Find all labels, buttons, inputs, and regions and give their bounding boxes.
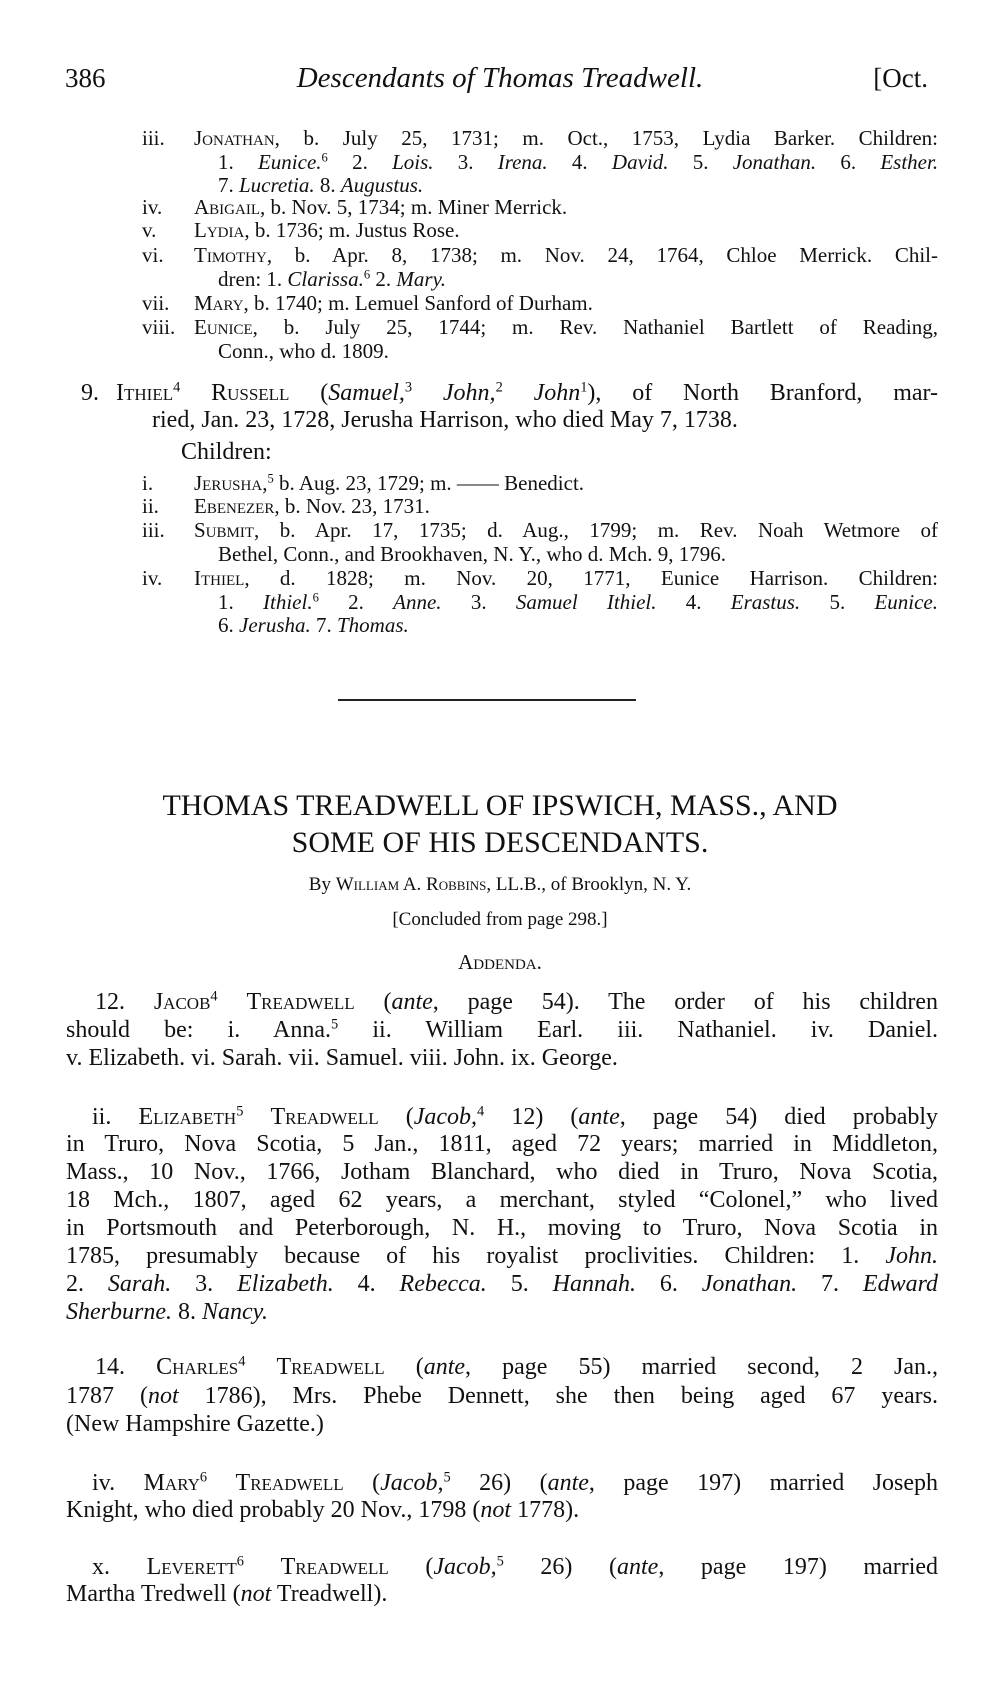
italic-text: ante (547, 1470, 589, 1496)
text-run: 1786), Mrs. Phebe Dennett, she then being aged 67 years. (178, 1383, 938, 1409)
text-run (243, 1104, 270, 1130)
superscript: 6 (363, 267, 371, 282)
list-numeral: vi. (142, 243, 164, 267)
italic-text: Eunice. (257, 150, 322, 174)
paragraph-line (92, 1554, 938, 1580)
text-run: ( (384, 1354, 424, 1380)
superscript: 5 (443, 1469, 451, 1486)
text-run (207, 1470, 235, 1496)
section-divider (338, 699, 636, 701)
paragraph-line (66, 1271, 938, 1297)
text-run: , b. 1740; m. Lemuel Sanford of Durham. (243, 291, 593, 315)
text-run: , page 54) died probably (619, 1104, 939, 1130)
article-title-line: THOMAS TREADWELL OF IPSWICH, MASS., AND (162, 789, 838, 822)
list-line (218, 612, 938, 638)
list-line (218, 338, 938, 364)
text-run: , b. July 25, 1744; m. Rev. Nathaniel Bartlett of Reading, (252, 315, 938, 339)
text-run: 7. (797, 1271, 863, 1297)
text-run: 4. (547, 150, 612, 174)
section-line (152, 407, 938, 433)
text-run (218, 989, 247, 1015)
text-run: 1787 ( (66, 1383, 148, 1409)
italic-text: Augustus. (340, 173, 424, 197)
list-line (218, 266, 938, 292)
list-numeral: viii. (142, 315, 176, 339)
text-run: Bethel, Conn., and Brookhaven, N. Y., who d. Mch. 9, 1796. (218, 542, 727, 566)
list-numeral: v. (142, 218, 157, 242)
small-caps-name: Lydia (194, 218, 245, 242)
italic-text: Samuel, (328, 380, 405, 406)
article-byline (0, 873, 1000, 897)
italic-text: not (240, 1581, 272, 1607)
text-run: 7. (218, 173, 239, 197)
text-run: ( (343, 1470, 381, 1496)
italic-text: Nancy. (201, 1299, 268, 1325)
text-run: 6. (218, 613, 239, 637)
text-run: 4. (656, 590, 731, 614)
text-run (180, 380, 211, 406)
text-run: iv. (92, 1470, 144, 1496)
list-line (218, 541, 938, 567)
running-month: [Oct. (873, 63, 928, 93)
text-run: ), of North Branford, mar- (587, 380, 939, 406)
text-run: , page 197) married Joseph (588, 1470, 939, 1496)
paragraph-line (66, 1299, 938, 1325)
superscript: 3 (404, 379, 413, 396)
text-run: in Portsmouth and Peterborough, N. H., moving to Truro, Nova Scotia in (66, 1215, 938, 1241)
list-line (194, 314, 938, 340)
italic-text: Esther. (880, 150, 939, 174)
italic-text: Eunice. (874, 590, 939, 614)
superscript: 1 (580, 379, 588, 396)
text-run (244, 1554, 281, 1580)
paragraph-line (66, 1045, 938, 1071)
small-caps-name: Jerusha (194, 471, 263, 495)
text-run: 4. (333, 1271, 400, 1297)
italic-text: ante (617, 1554, 659, 1580)
small-caps-name: Timothy (194, 243, 267, 267)
small-caps-name: Jonathan (194, 126, 275, 150)
section-number: 9. (81, 380, 99, 406)
italic-text: Anne. (393, 590, 442, 614)
text-run: 1778). (511, 1497, 580, 1523)
list-numeral: ii. (142, 494, 159, 518)
text-run: , of Brooklyn, N. Y. (541, 874, 692, 895)
small-caps-name: Charles (156, 1354, 239, 1380)
superscript: 6 (321, 150, 328, 165)
paragraph-line (66, 1243, 938, 1269)
text-run: , (262, 471, 268, 495)
superscript: 6 (199, 1469, 208, 1486)
superscript: 5 (331, 1016, 339, 1033)
text-run: 8. (171, 1299, 202, 1325)
italic-text: not (480, 1497, 512, 1523)
text-run (503, 380, 534, 406)
small-caps-name: Eunice (194, 315, 253, 339)
text-run: 5. (800, 590, 875, 614)
italic-text: ante (391, 989, 433, 1015)
paragraph-line (66, 1017, 938, 1043)
text-run: By (308, 874, 336, 895)
italic-text: ante (423, 1354, 466, 1380)
italic-text: Hannah. (552, 1271, 636, 1297)
text-run: in Truro, Nova Scotia, 5 Jan., 1811, aged 72 years; married in Middleton, (66, 1131, 938, 1157)
superscript: 5 (267, 471, 274, 486)
small-caps-name: Treadwell (276, 1354, 385, 1380)
italic-text: Jacob, (380, 1470, 444, 1496)
text-run: x. (92, 1554, 147, 1580)
text-run: 14. (95, 1354, 157, 1380)
italic-text: Ithiel. (263, 590, 313, 614)
text-run: ( (354, 989, 392, 1015)
text-run: 5. (486, 1271, 553, 1297)
italic-text: Jonathan. (701, 1271, 798, 1297)
paragraph-line (92, 1104, 938, 1130)
text-run: 3. (171, 1271, 238, 1297)
text-run: 3. (441, 590, 516, 614)
text-run: ( (378, 1104, 414, 1130)
italic-text: John. (885, 1243, 938, 1269)
text-run: , b. Apr. 8, 1738; m. Nov. 24, 1764, Chloe Merrick. Chil- (266, 243, 938, 267)
list-line (194, 217, 938, 243)
text-run: 2. (318, 590, 394, 614)
superscript: 5 (496, 1553, 504, 1570)
text-run: [Concluded from page 298.] (392, 909, 608, 930)
text-run: (New Hampshire Gazette.) (66, 1411, 324, 1437)
text-run (412, 380, 443, 406)
small-caps-name: William A. Robbins, LL.B. (335, 874, 542, 895)
text-run: 8. (314, 173, 341, 197)
list-line (194, 565, 938, 591)
small-caps-name: Addenda. (458, 950, 542, 974)
italic-text: Samuel Ithiel. (515, 590, 657, 614)
italic-text: Jacob, (433, 1554, 497, 1580)
text-run: ( (289, 380, 329, 406)
text-run: , b. Nov. 23, 1731. (274, 494, 430, 518)
paragraph-line (92, 1470, 938, 1496)
article-title-line: SOME OF HIS DESCENDANTS. (291, 826, 709, 859)
italic-text: Irena. (497, 150, 548, 174)
text-run: Knight, who died probably 20 Nov., 1798 ( (66, 1497, 481, 1523)
superscript: 2 (495, 379, 503, 396)
small-caps-name: Elizabeth (138, 1104, 237, 1130)
italic-text: John (533, 380, 581, 406)
italic-text: John, (442, 380, 496, 406)
superscript: 5 (236, 1103, 244, 1120)
text-run: dren: 1. (218, 267, 288, 291)
small-caps-name: Submit (194, 518, 255, 542)
small-caps-name: Ithiel (194, 566, 245, 590)
list-line (194, 242, 938, 268)
text-run: 7. (310, 613, 337, 637)
list-line (194, 290, 938, 316)
text-run: 2. (370, 267, 397, 291)
small-caps-name: Mary (194, 291, 244, 315)
text-run: ( (388, 1554, 434, 1580)
italic-text: Lois. (392, 150, 434, 174)
text-run: , b. Apr. 17, 1735; d. Aug., 1799; m. Rev. Noah Wetmore of (254, 518, 938, 542)
text-run: 26) ( (450, 1470, 548, 1496)
italic-text: Thomas. (337, 613, 409, 637)
text-run: , b. 1736; m. Justus Rose. (244, 218, 460, 242)
italic-text: Sherburne. (66, 1299, 172, 1325)
text-run: ried, Jan. 23, 1728, Jerusha Harrison, who died May 7, 1738. (152, 407, 738, 433)
list-numeral: iii. (142, 518, 165, 542)
text-run: 26) ( (503, 1554, 618, 1580)
text-run: 3. (433, 150, 498, 174)
text-run: Mass., 10 Nov., 1766, Jotham Blanchard, who died in Truro, Nova Scotia, (66, 1159, 938, 1185)
page-number: 386 (65, 63, 106, 93)
small-caps-name: Ithiel (116, 380, 174, 406)
italic-text: not (147, 1383, 179, 1409)
text-run: v. Elizabeth. vi. Sarah. vii. Samuel. viii. John. ix. George. (66, 1045, 618, 1071)
paragraph-line (66, 1383, 938, 1409)
small-caps-name: Ebenezer (194, 494, 275, 518)
list-numeral: iv. (142, 566, 163, 590)
text-run: , b. Nov. 5, 1734; m. Miner Merrick. (260, 195, 568, 219)
text-run: Children: (181, 439, 272, 465)
small-caps-name: Russell (211, 380, 290, 406)
text-run: , d. 1828; m. Nov. 20, 1771, Eunice Harrison. Children: (244, 566, 938, 590)
paragraph-line (66, 1159, 938, 1185)
paragraph-line (66, 1581, 938, 1607)
running-title: Descendants of Thomas Treadwell. (296, 62, 704, 94)
italic-text: Edward (862, 1271, 939, 1297)
superscript: 6 (312, 590, 319, 605)
small-caps-name: Treadwell (235, 1470, 344, 1496)
section-line (181, 439, 938, 465)
small-caps-name: Leverett (146, 1554, 237, 1580)
superscript: 4 (173, 379, 181, 396)
paragraph-line (95, 989, 938, 1015)
text-run: 12) ( (484, 1104, 579, 1130)
list-line (194, 517, 938, 543)
list-line (194, 125, 938, 151)
italic-text: Elizabeth. (237, 1271, 334, 1297)
section-line (116, 380, 938, 406)
text-run: 12. (95, 989, 154, 1015)
text-run: Martha Tredwell ( (66, 1581, 241, 1607)
text-run: 5. (668, 150, 733, 174)
text-run: 1. (218, 590, 264, 614)
text-run: 6. (816, 150, 881, 174)
article-continuation-note (0, 908, 1000, 932)
addenda-heading (0, 949, 1000, 975)
list-line (194, 493, 938, 519)
superscript: 4 (238, 1353, 246, 1370)
text-run: Conn., who d. 1809. (218, 339, 389, 363)
text-run: b. Aug. 23, 1729; m. —— Benedict. (273, 471, 585, 495)
paragraph-line (66, 1411, 938, 1437)
paragraph-line (66, 1215, 938, 1241)
italic-text: Jacob, (413, 1104, 478, 1130)
list-numeral: iii. (142, 126, 165, 150)
text-run: , page 55) married second, 2 Jan., (465, 1354, 939, 1380)
text-run: should be: i. Anna. (66, 1017, 332, 1043)
text-run: Treadwell). (271, 1581, 388, 1607)
small-caps-name: Abigail (194, 195, 260, 219)
italic-text: Clarissa. (287, 267, 364, 291)
small-caps-name: Treadwell (246, 989, 355, 1015)
superscript: 4 (477, 1103, 485, 1120)
superscript: 4 (210, 988, 218, 1005)
small-caps-name: Treadwell (280, 1554, 389, 1580)
list-numeral: vii. (142, 291, 170, 315)
italic-text: ante (578, 1104, 620, 1130)
text-run: 1. (218, 150, 258, 174)
text-run: , b. July 25, 1731; m. Oct., 1753, Lydia Barker. Children: (274, 126, 938, 150)
italic-text: Sarah. (107, 1271, 172, 1297)
small-caps-name: Jacob (153, 989, 211, 1015)
text-run: ii. (92, 1104, 139, 1130)
italic-text: Lucretia. (239, 173, 315, 197)
text-run: 2. (327, 150, 393, 174)
text-run: , page 54). The order of his children (432, 989, 939, 1015)
paragraph-line (66, 1497, 938, 1523)
small-caps-name: Treadwell (270, 1104, 379, 1130)
italic-text: Rebecca. (399, 1271, 487, 1297)
text-run: ii. William Earl. iii. Nathaniel. iv. Daniel. (338, 1017, 939, 1043)
list-numeral: i. (142, 471, 154, 495)
superscript: 6 (236, 1553, 244, 1570)
text-run: 18 Mch., 1807, aged 62 years, a merchant, styled “Colonel,” who lived (66, 1187, 938, 1213)
italic-text: Jonathan. (732, 150, 817, 174)
italic-text: Erastus. (730, 590, 801, 614)
list-numeral: iv. (142, 195, 163, 219)
text-run (245, 1354, 276, 1380)
text-run: 1785, presumably because of his royalist proclivities. Children: 1. (66, 1243, 886, 1269)
text-run: , page 197) married (658, 1554, 939, 1580)
italic-text: David. (611, 150, 669, 174)
small-caps-name: Mary (143, 1470, 200, 1496)
text-run: 2. (66, 1271, 108, 1297)
paragraph-line (95, 1354, 938, 1380)
paragraph-line (66, 1131, 938, 1157)
italic-text: Jerusha. (239, 613, 311, 637)
text-run: 6. (635, 1271, 702, 1297)
italic-text: Mary. (396, 267, 446, 291)
paragraph-line (66, 1187, 938, 1213)
